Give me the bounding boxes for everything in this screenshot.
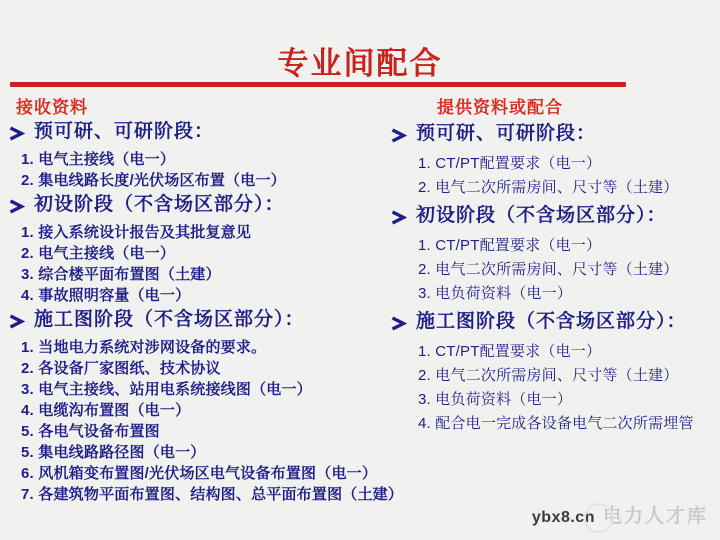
list-item: 1. CT/PT配置要求（电一） [418,155,602,172]
section-heading-label: 施工图阶段（不含场区部分）： [34,309,305,330]
arrow-bullet-icon [8,125,25,142]
list-item: 4. 配合电一完成各设备电气二次所需埋管 [418,415,694,432]
section-heading [390,121,718,147]
arrow-bullet-icon [8,313,25,330]
list-item: 4. 电缆沟布置图（电一） [21,402,191,419]
list-item: 2. 电气二次所需房间、尺寸等（土建） [418,261,679,278]
list-item: 2. 各设备厂家图纸、技术协议 [21,360,221,377]
right-section-construction-drawing [390,309,718,436]
section-heading-label: 初设阶段（不含场区部分）： [34,194,285,215]
page-title: 专业间配合 [277,46,443,81]
arrow-bullet-icon [8,198,25,215]
list-item: 2. 电气二次所需房间、尺寸等（土建） [418,179,679,196]
list-item: 2. 电气主接线（电一） [21,245,176,262]
list-item: 2. 集电线路长度/光伏场区布置（电一） [21,172,286,189]
section-heading-label: 初设阶段（不含场区部分）： [416,205,667,226]
right-section-prefeasibility [390,121,718,200]
list-item: 7. 各建筑物平面布置图、结构图、总平面布置图（土建） [21,486,404,503]
watermark-site-text: ybx8.cn [531,509,595,526]
list-item: 1. 当地电力系统对涉网设备的要求。 [21,339,267,356]
section-heading-label: 预可研、可研阶段： [416,123,597,144]
list-item: 3. 电负荷资料（电一） [418,391,573,408]
list-item: 3. 电气主接线、站用电系统接线图（电一） [21,381,312,398]
list-item: 6. 风机箱变布置图/光伏场区电气设备布置图（电一） [21,465,378,482]
right-column [390,118,718,436]
watermark-ring-icon [584,503,614,533]
watermark-site-label [532,509,595,527]
left-column-header: 接收资料 [16,98,88,117]
list-item: 2. 电气二次所需房间、尺寸等（土建） [418,367,679,384]
right-column-header: 提供资料或配合 [437,98,563,117]
list-item: 1. CT/PT配置要求（电一） [418,343,602,360]
watermark-brand-label: 电力人才库 [602,506,708,527]
arrow-bullet-icon [390,127,407,144]
list-item: 1. CT/PT配置要求（电一） [418,237,602,254]
list-item: 1. 电气主接线（电一） [21,151,176,168]
watermark [532,501,708,528]
list-item: 3. 综合楼平面布置图（土建） [21,266,221,283]
title-underline [10,82,626,87]
list-item: 3. 电负荷资料（电一） [418,285,573,302]
section-heading-label: 预可研、可研阶段： [34,121,215,142]
right-section-preliminary-design [390,203,718,306]
section-heading-label: 施工图阶段（不含场区部分）： [416,311,687,332]
arrow-bullet-icon [390,209,407,226]
list-item: 4. 事故照明容量（电一） [21,287,191,304]
list-item: 5. 各电气设备布置图 [21,423,160,440]
list-item: 1. 接入系统设计报告及其批复意见 [21,224,252,241]
section-heading [390,309,718,335]
arrow-bullet-icon [390,315,407,332]
list-item: 5. 集电线路路径图（电一） [21,444,206,461]
section-heading [390,203,718,229]
